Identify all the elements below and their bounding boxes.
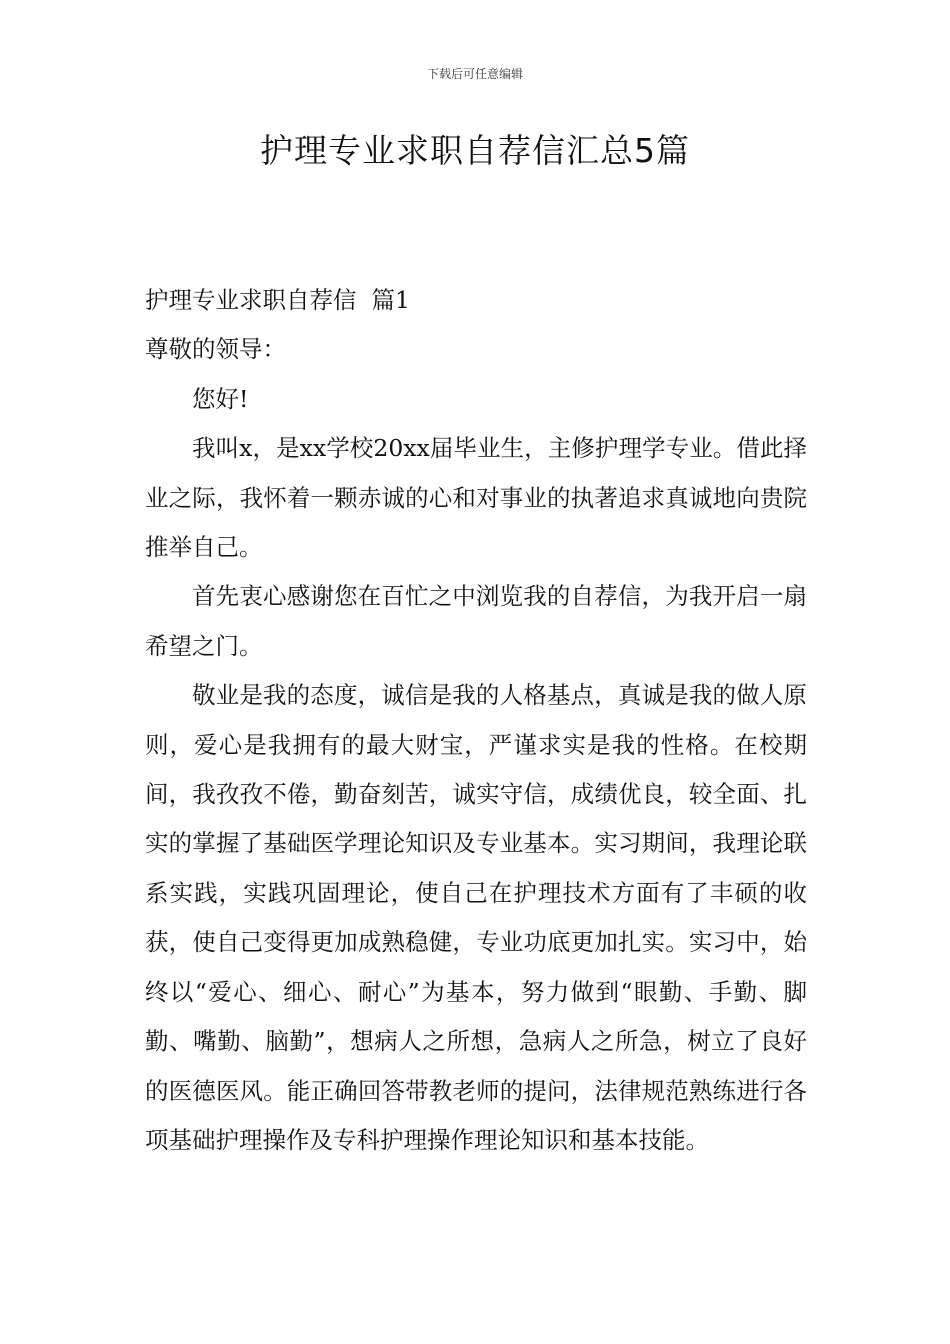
document-title: 护理专业求职自荐信汇总5篇 [260,131,690,170]
greeting: 您好! [192,384,249,413]
document-body [145,276,807,1165]
section-heading: 护理专业求职自荐信 篇1 [145,286,410,314]
paragraph-qualities: 敬业是我的态度，诚信是我的人格基点，真诚是我的做人原则，爱心是我拥有的最大财宝，严谨求实是我的性格。在校期间，我孜孜不倦，勤奋刻苦，诚实守信，成绩优良，较全面、扎实的掌握了基础医学理论知识及专业基本。实习期间，我理论联系实践，实践巩固理论，使自己在护理技术方面有了丰硕的收获，使自己变得更加成熟稳健，专业功底更加扎实。实习中，始终以“爱心、细心、耐心”为基本，努力做到“眼勤、手勤、脚勤、嘴勤、脑勤”，想病人之所想，急病人之所急，树立了良好的医德医风。能正确回答带教老师的提问，法律规范熟练进行各项基础护理操作及专科护理操作理论知识和基本技能。 [145,681,807,1154]
paragraph-introduction: 我叫x，是xx学校20xx届毕业生，主修护理学专业。借此择业之际，我怀着一颗赤诚的心和对事业的执著追求真诚地向贵院推举自己。 [145,434,807,562]
paragraph-thanks: 首先衷心感谢您在百忙之中浏览我的自荐信，为我开启一扇希望之门。 [145,582,807,660]
header-note: 下载后可任意编辑 [426,67,523,81]
salutation: 尊敬的领导： [145,335,286,364]
